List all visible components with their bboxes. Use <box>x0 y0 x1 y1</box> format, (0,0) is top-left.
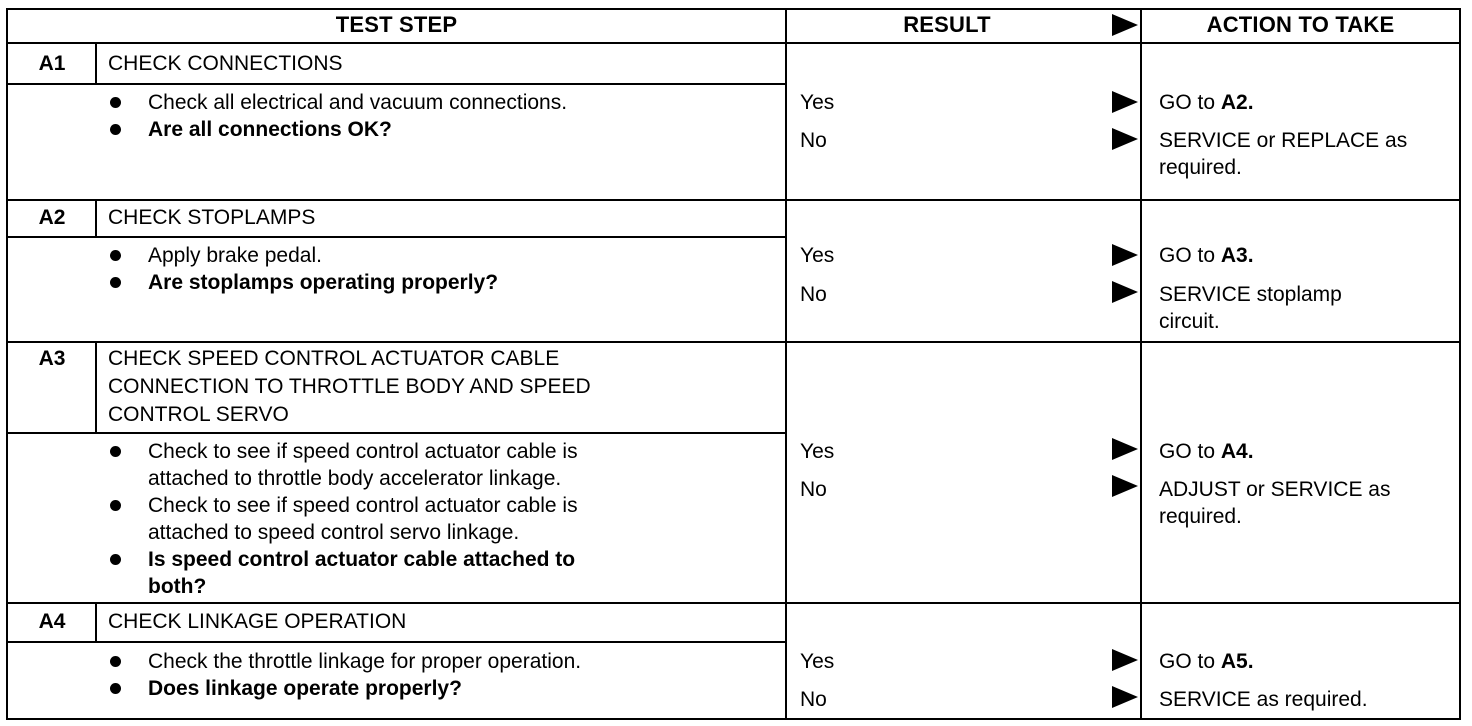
bullet-question: Are all connections OK? <box>108 116 748 143</box>
bullet-icon <box>110 97 121 108</box>
action-yes-a3: GO to A4. <box>1159 440 1254 463</box>
step-bullets-a1 <box>108 89 748 143</box>
bullet-icon <box>110 500 121 511</box>
row-divider-a3-a4 <box>6 602 1461 604</box>
action-no-a3: ADJUST or SERVICE as required. <box>1159 478 1391 528</box>
bullet-item: Check all electrical and vacuum connections. <box>108 89 748 116</box>
bullet-icon <box>110 683 121 694</box>
bullet-item: Check to see if speed control actuator cable is attached to throttle body accelerator linkage. <box>108 438 748 492</box>
step-id-a1: A1 <box>38 52 66 75</box>
arrow-icon <box>1112 649 1138 671</box>
step-title-line: CHECK STOPLAMPS <box>108 206 316 229</box>
bullet-icon <box>110 554 121 565</box>
header-arrow-icon <box>1112 14 1138 36</box>
action-column-left <box>1140 8 1142 720</box>
step-title-line: CONTROL SERVO <box>108 403 289 426</box>
action-yes-a2: GO to A3. <box>1159 244 1254 267</box>
result-no-a4: No <box>800 688 827 711</box>
a3-title-divider <box>6 432 785 434</box>
header-test-step: TEST STEP <box>335 12 458 37</box>
result-no-a1: No <box>800 129 827 152</box>
action-yes-a1: GO to A2. <box>1159 91 1254 114</box>
arrow-icon <box>1112 91 1138 113</box>
a2-title-divider <box>6 236 785 238</box>
bullet-icon <box>110 250 121 261</box>
table-right-border <box>1459 8 1461 720</box>
row-divider-a1-a2 <box>6 199 1461 201</box>
result-no-a3: No <box>800 478 827 501</box>
step-title-a1 <box>108 50 758 78</box>
bullet-icon <box>110 124 121 135</box>
bullet-question: Is speed control actuator cable attached to both? <box>108 546 748 600</box>
arrow-icon <box>1112 438 1138 460</box>
result-no-a2: No <box>800 283 827 306</box>
result-yes-a3: Yes <box>800 440 835 463</box>
result-yes-a2: Yes <box>800 244 835 267</box>
arrow-icon <box>1112 128 1138 150</box>
arrow-icon <box>1112 475 1138 497</box>
a3-id-divider <box>95 341 97 432</box>
bullet-icon <box>110 656 121 667</box>
action-yes-a4: GO to A5. <box>1159 650 1254 673</box>
step-title-line: CHECK CONNECTIONS <box>108 52 343 75</box>
result-yes-a4: Yes <box>800 650 835 673</box>
header-result: RESULT <box>903 12 991 37</box>
bullet-item: Check the throttle linkage for proper operation. <box>108 648 748 675</box>
step-id-a2: A2 <box>38 206 66 229</box>
header-action: ACTION TO TAKE <box>1206 12 1395 37</box>
table-bottom-border <box>6 718 1461 720</box>
result-yes-a1: Yes <box>800 91 835 114</box>
step-title-a2 <box>108 204 758 232</box>
step-title-line: CONNECTION TO THROTTLE BODY AND SPEED <box>108 375 591 398</box>
step-title-a3 <box>108 345 758 429</box>
bullet-question: Are stoplamps operating properly? <box>108 269 748 296</box>
action-no-a4: SERVICE as required. <box>1159 688 1368 711</box>
step-bullets-a2 <box>108 242 748 296</box>
bullet-item: Check to see if speed control actuator cable is attached to speed control servo linkage. <box>108 492 748 546</box>
step-title-a4 <box>108 608 758 636</box>
action-no-a2: SERVICE stoplamp circuit. <box>1159 283 1342 333</box>
result-column-left <box>785 8 787 720</box>
step-bullets-a4 <box>108 648 748 702</box>
table-left-border <box>6 8 8 720</box>
a4-title-divider <box>6 641 785 643</box>
step-bullets-a3 <box>108 438 748 600</box>
action-no-a1: SERVICE or REPLACE as required. <box>1159 129 1408 179</box>
bullet-item: Apply brake pedal. <box>108 242 748 269</box>
step-title-line: CHECK LINKAGE OPERATION <box>108 610 407 633</box>
bullet-icon <box>110 446 121 457</box>
step-title-line: CHECK SPEED CONTROL ACTUATOR CABLE <box>108 347 560 370</box>
a1-title-divider <box>6 83 785 85</box>
step-id-a3: A3 <box>38 347 66 370</box>
a4-id-divider <box>95 602 97 641</box>
arrow-icon <box>1112 244 1138 266</box>
row-divider-a2-a3 <box>6 341 1461 343</box>
header-divider <box>6 42 1461 44</box>
a1-id-divider <box>95 42 97 83</box>
a2-id-divider <box>95 199 97 236</box>
bullet-icon <box>110 277 121 288</box>
bullet-question: Does linkage operate properly? <box>108 675 748 702</box>
arrow-icon <box>1112 281 1138 303</box>
step-id-a4: A4 <box>38 610 66 633</box>
arrow-icon <box>1112 686 1138 708</box>
